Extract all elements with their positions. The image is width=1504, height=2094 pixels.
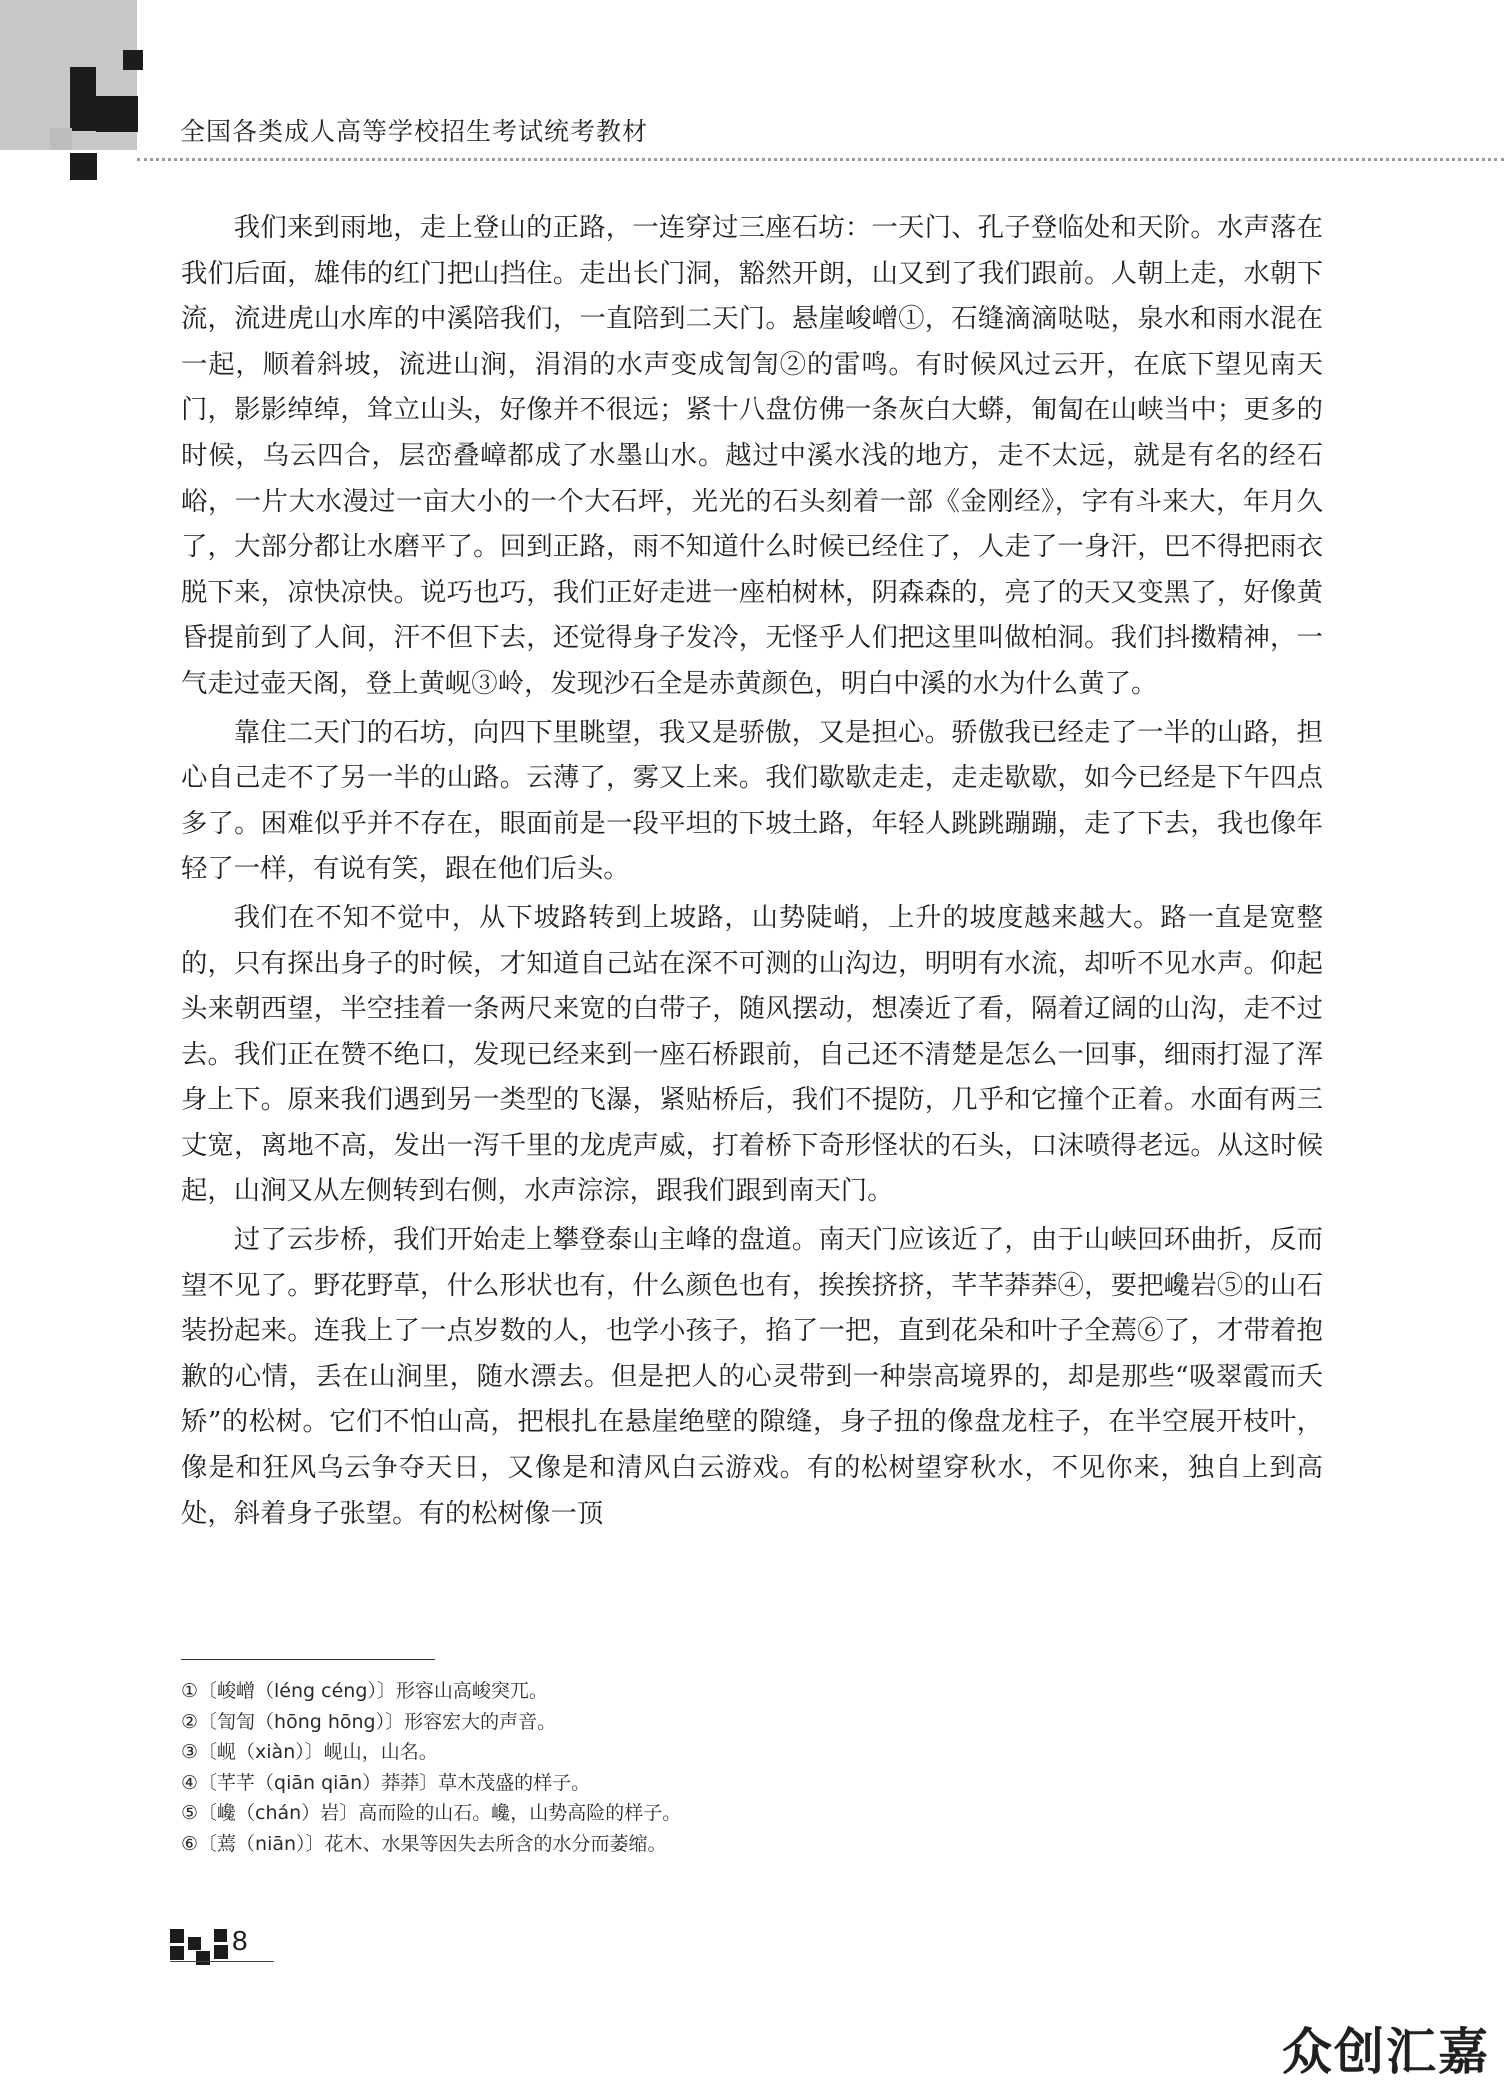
watermark-logo: 众创汇嘉 bbox=[1282, 2023, 1490, 2081]
page-number-square bbox=[214, 1945, 228, 1959]
body-text bbox=[181, 205, 1323, 1536]
footnote: ③〔岘（xiàn）〕岘山，山名。 bbox=[181, 1741, 438, 1763]
footnote: ⑥〔蔫（niān）〕花木、水果等因失去所含的水分而萎缩。 bbox=[181, 1832, 667, 1855]
footnote: ④〔芊芊（qiān qiān）莽莽〕草木茂盛的样子。 bbox=[181, 1771, 591, 1794]
header-square bbox=[123, 50, 143, 70]
header-square bbox=[70, 153, 97, 180]
page-number-rule bbox=[170, 1961, 274, 1962]
footnotes bbox=[181, 1676, 1181, 1859]
footnote: ⑤〔巉（chán）岩〕高而险的山石。巉，山势高险的样子。 bbox=[181, 1802, 682, 1824]
page-number-square bbox=[214, 1929, 227, 1942]
paragraph: 我们来到雨地，走上登山的正路，一连穿过三座石坊：一天门、孔子登临处和天阶。水声落在我们后面，雄伟的红门把山挡住。走出长门洞，豁然开朗，山又到了我们跟前。人朝上走，水朝下流，流进虎山水库的中溪陪我们，一直陪到二天门。悬崖峻嶒①，石缝滴滴哒哒，泉水和雨水混在一起，顺着斜坡，流进山涧，涓涓的水声变成訇訇②的雷鸣。有时候风过云开，在底下望见南天门，影影绰绰，耸立山头，好像并不很远；紧十八盘仿佛一条灰白大蟒，匍匐在山峡当中；更多的时候，乌云四合，层峦叠嶂都成了水墨山水。越过中溪水浅的地方，走不太远，就是有名的经石峪，一片大水漫过一亩大小的一个大石坪，光光的石头刻着一部《金刚经》，字有斗来大，年月久了，大部分都让水磨平了。回到正路，雨不知道什么时候已经住了，人走了一身汗，巴不得把雨衣脱下来，凉快凉快。说巧也巧，我们正好走进一座柏树林，阴森森的，亮了的天又变黑了，好像黄昏提前到了人间，汗不但下去，还觉得身子发冷，无怪乎人们把这里叫做柏洞。我们抖擞精神，一气走过壶天阁，登上黄岘③岭，发现沙石全是赤黄颜色，明白中溪的水为什么黄了。 bbox=[181, 212, 1323, 699]
running-header-title: 全国各类成人高等学校招生考试统考教材 bbox=[180, 117, 649, 146]
footnote: ①〔峻嶒（léng céng）〕形容山高峻突兀。 bbox=[181, 1680, 548, 1702]
footnote-divider bbox=[181, 1659, 435, 1660]
page-number-square bbox=[170, 1929, 184, 1943]
header-dotted-rule bbox=[137, 158, 1504, 161]
page-number-square bbox=[188, 1937, 201, 1950]
page-number-square bbox=[170, 1946, 184, 1960]
paragraph: 过了云步桥，我们开始走上攀登泰山主峰的盘道。南天门应该近了，由于山峡回环曲折，反而望不见了。野花野草，什么形状也有，什么颜色也有，挨挨挤挤，芊芊莽莽④，要把巉岩⑤的山石装扮起来。连我上了一点岁数的人，也学小孩子，掐了一把，直到花朵和叶子全蔫⑥了，才带着抱歉的心情，丢在山涧里，随水漂去。但是把人的心灵带到一种崇高境界的，却是那些“吸翠霞而夭矫”的松树。它们不怕山高，把根扎在悬崖绝壁的隙缝，身子扭的像盘龙柱子，在半空展开枝叶，像是和狂风乌云争夺天日，又像是和清风白云游戏。有的松树望穿秋水，不见你来，独自上到高处，斜着身子张望。有的松树像一顶 bbox=[181, 1224, 1323, 1529]
paragraph: 靠住二天门的石坊，向四下里眺望，我又是骄傲，又是担心。骄傲我已经走了一半的山路，担心自己走不了另一半的山路。云薄了，雾又上来。我们歇歇走走，走走歇歇，如今已经是下午四点多了。困难似乎并不存在，眼面前是一段平坦的下坡土路，年轻人跳跳蹦蹦，走了下去，我也像年轻了一样，有说有笑，跟在他们后头。 bbox=[181, 716, 1323, 885]
header-square bbox=[96, 96, 138, 132]
header-square bbox=[70, 67, 96, 131]
paragraph: 我们在不知不觉中，从下坡路转到上坡路，山势陡峭，上升的坡度越来越大。路一直是宽整的，只有探出身子的时候，才知道自己站在深不可测的山沟边，明明有水流，却听不见水声。仰起头来朝西望，半空挂着一条两尺来宽的白带子，随风摆动，想凑近了看，隔着辽阔的山沟，走不过去。我们正在赞不绝口，发现已经来到一座石桥跟前，自己还不清楚是怎么一回事，细雨打湿了浑身上下。原来我们遇到另一类型的飞瀑，紧贴桥后，我们不提防，几乎和它撞个正着。水面有两三丈宽，离地不高，发出一泻千里的龙虎声威，打着桥下奇形怪状的石头，口沫喷得老远。从这时候起，山涧又从左侧转到右侧，水声淙淙，跟我们跟到南天门。 bbox=[181, 901, 1323, 1207]
page-number-square bbox=[196, 1951, 210, 1965]
header-square bbox=[50, 128, 72, 150]
footnote: ②〔訇訇（hōng hōng）〕形容宏大的声音。 bbox=[181, 1710, 557, 1733]
page-number: 8 bbox=[232, 1925, 248, 1956]
